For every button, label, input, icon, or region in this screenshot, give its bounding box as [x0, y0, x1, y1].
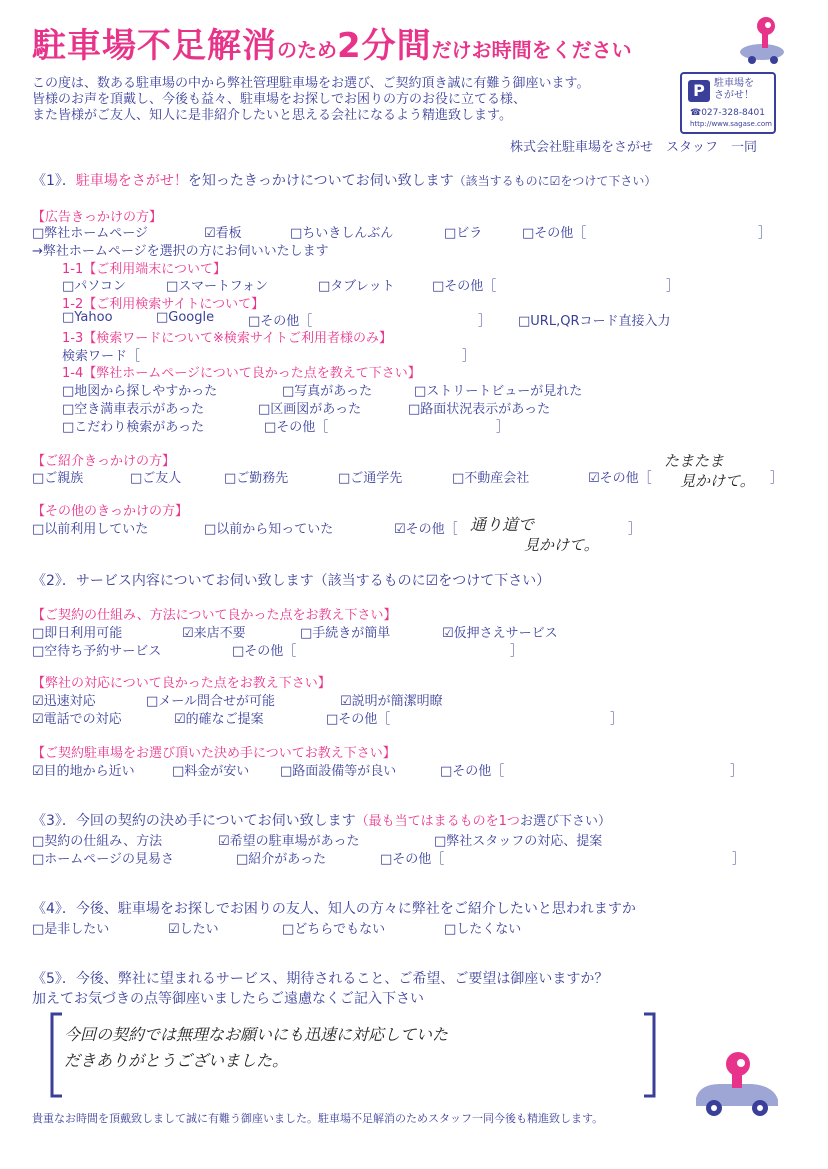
option-other[interactable]: ☑その他［ [394, 522, 458, 537]
comment-answer-line[interactable]: だきありがとうございました。 [64, 1051, 289, 1070]
intro-line: 皆様のお声を頂戴し、今後も益々、駐車場をお探しでお困りの方のお役に立てる様、 [32, 92, 527, 107]
option-neutral[interactable]: □どちらでもない [282, 922, 386, 937]
option-relative[interactable]: □ご親族 [32, 471, 84, 486]
option-other[interactable]: □その他［ [264, 420, 329, 435]
option-email-inquiry[interactable]: □メール問合せが可能 [146, 694, 276, 709]
option-yahoo[interactable]: □Yahoo [62, 310, 113, 325]
option-definitely[interactable]: □是非したい [32, 922, 110, 937]
contract-section-label: 【ご契約の仕組み、方法について良かった点をお教え下さい】 [32, 608, 397, 623]
option-smartphone[interactable]: □スマートフォン [166, 279, 268, 294]
mascot-car-icon [690, 1050, 782, 1120]
option-signboard[interactable]: ☑看板 [204, 226, 242, 241]
option-other[interactable]: □その他［ [432, 279, 497, 294]
option-lot-map[interactable]: □区画図があった [258, 402, 362, 417]
option-real-estate[interactable]: □不動産会社 [452, 471, 530, 486]
option-clear-explanation[interactable]: ☑説明が簡潔明瞭 [340, 694, 443, 709]
option-other[interactable]: □その他［ [232, 644, 297, 659]
intro-line: また皆様がご友人、知人に是非紹介したいと思える会社になるよう精進致します。 [32, 108, 512, 123]
footer-message: 貴重なお時間を頂戴致しまして誠に有難う御座いました。駐車場不足解消のためスタッフ一同今後も精進致します。 [32, 1112, 604, 1125]
handwritten-answer: 見かけて。 [524, 536, 599, 554]
option-used-before[interactable]: □以前利用していた [32, 522, 149, 537]
option-same-day[interactable]: □即日利用可能 [32, 626, 123, 641]
option-no-visit[interactable]: ☑来店不要 [182, 626, 246, 641]
option-homepage[interactable]: □弊社ホームページ [32, 226, 149, 241]
subsection-1-4: 1-4【弊社ホームページについて良かった点を教えて下さい】 [62, 366, 421, 381]
page-title: 駐車場不足解消のため2分間だけお時間をください [32, 26, 632, 66]
option-phone-support[interactable]: ☑電話での対応 [32, 712, 122, 727]
option-easy-procedure[interactable]: □手続きが簡単 [300, 626, 391, 641]
option-other[interactable]: □その他［ [522, 226, 587, 241]
subsection-1-1: 1-1【ご利用端末について】 [62, 262, 226, 277]
question-4-heading: 《4》．今後、駐車場をお探しでお困りの友人、知人の方々に弊社をご紹介したいと思われますか [32, 901, 636, 917]
comment-answer-line[interactable]: 今回の契約では無理なお願いにも迅速に対応していた [64, 1025, 449, 1044]
option-tablet[interactable]: □タブレット [318, 279, 395, 294]
option-hold-service[interactable]: ☑仮押さえサービス [442, 626, 558, 641]
option-map-search[interactable]: □地図から探しやすかった [62, 384, 218, 399]
option-road-condition[interactable]: □路面状況表示があった [408, 402, 551, 417]
intro-line: この度は、数ある駐車場の中から弊社管理駐車場をお選び、ご契約頂き誠に有難う御座います。 [32, 76, 590, 91]
question-5-heading: 《5》．今後、弊社に望まれるサービス、期待されること、ご希望、ご要望は御座いますか？ [32, 971, 609, 987]
option-near-destination[interactable]: ☑目的地から近い [32, 764, 135, 779]
option-url-qr[interactable]: □URL,QRコード直接入力 [518, 314, 671, 329]
option-yes[interactable]: ☑したい [168, 922, 219, 937]
option-vacancy-display[interactable]: □空き満車表示があった [62, 402, 205, 417]
option-other[interactable]: □その他［ [248, 314, 313, 329]
referral-section-label: 【ご紹介きっかけの方】 [32, 454, 176, 469]
option-other[interactable]: ☑その他［ [588, 471, 652, 486]
homepage-followup: →弊社ホームページを選択の方にお伺いいたします [32, 244, 329, 259]
parking-logo-icon: P [688, 80, 710, 102]
option-local-paper[interactable]: □ちいきしんぶん [290, 226, 394, 241]
handwritten-answer: 見かけて。 [680, 472, 755, 490]
option-knew-before[interactable]: □以前から知っていた [204, 522, 334, 537]
option-good-facilities[interactable]: □路面設備等が良い [280, 764, 397, 779]
option-staff-response[interactable]: □弊社スタッフの対応、提案 [434, 834, 603, 849]
option-website-clarity[interactable]: □ホームページの見易さ [32, 852, 175, 867]
option-contract-system[interactable]: □契約の仕組み、方法 [32, 834, 163, 849]
option-school[interactable]: □ご通学先 [338, 471, 403, 486]
option-cheap[interactable]: □料金が安い [172, 764, 250, 779]
option-other[interactable]: □その他［ [326, 712, 391, 727]
question-5-subheading: 加えてお気づきの点等御座いましたらご遠慮なくご記入下さい [32, 991, 424, 1007]
option-google[interactable]: □Google [156, 310, 215, 325]
option-no[interactable]: □したくない [444, 922, 522, 937]
option-friend[interactable]: □ご友人 [130, 471, 182, 486]
option-pc[interactable]: □パソコン [62, 279, 127, 294]
decision-section-label: 【ご契約駐車場をお選び頂いた決め手についてお教え下さい】 [32, 746, 396, 761]
other-section-label: 【その他のきっかけの方】 [32, 504, 189, 519]
mascot-car-icon [738, 14, 786, 66]
question-2-heading: 《2》．サービス内容についてお伺い致します（該当するものに☑をつけて下さい） [32, 573, 551, 589]
company-logo: P 駐車場を さがせ！ ☎027-328-8401 http://www.sagase.com [680, 72, 776, 134]
option-waitlist[interactable]: □空待ち予約サービス [32, 644, 162, 659]
option-streetview[interactable]: □ストリートビューが見れた [414, 384, 583, 399]
option-flyer[interactable]: □ビラ [444, 226, 483, 241]
option-detailed-search[interactable]: □こだわり検索があった [62, 420, 205, 435]
handwritten-answer: 通り道で [470, 515, 535, 534]
support-section-label: 【弊社の対応について良かった点をお教え下さい】 [32, 676, 331, 691]
question-1-heading: 《1》．駐車場をさがせ！を知ったきっかけについてお伺い致します（該当するものに☑をつけて下さい） [32, 173, 657, 189]
company-signature: 株式会社駐車場をさがせ スタッフ 一同 [510, 140, 758, 155]
subsection-1-2: 1-2【ご利用検索サイトについて】 [62, 297, 265, 312]
option-other[interactable]: □その他［ [440, 764, 505, 779]
option-proposal[interactable]: ☑的確なご提案 [174, 712, 264, 727]
handwritten-answer: たまたま [664, 452, 725, 470]
option-desired-lot[interactable]: ☑希望の駐車場があった [218, 834, 360, 849]
search-word-field[interactable]: 検索ワード［ [62, 349, 141, 364]
option-photos[interactable]: □写真があった [282, 384, 373, 399]
option-referral[interactable]: □紹介があった [236, 852, 327, 867]
subsection-1-3: 1-3【検索ワードについて※検索サイトご利用者様のみ】 [62, 331, 392, 346]
option-workplace[interactable]: □ご勤務先 [224, 471, 289, 486]
question-3-heading: 《3》．今回の契約の決め手についてお伺い致します（最も当てはまるものを1つお選び下さい） [32, 813, 611, 829]
option-other[interactable]: □その他［ [380, 852, 445, 867]
ad-section-label: 【広告きっかけの方】 [32, 210, 163, 225]
option-quick-response[interactable]: ☑迅速対応 [32, 694, 96, 709]
